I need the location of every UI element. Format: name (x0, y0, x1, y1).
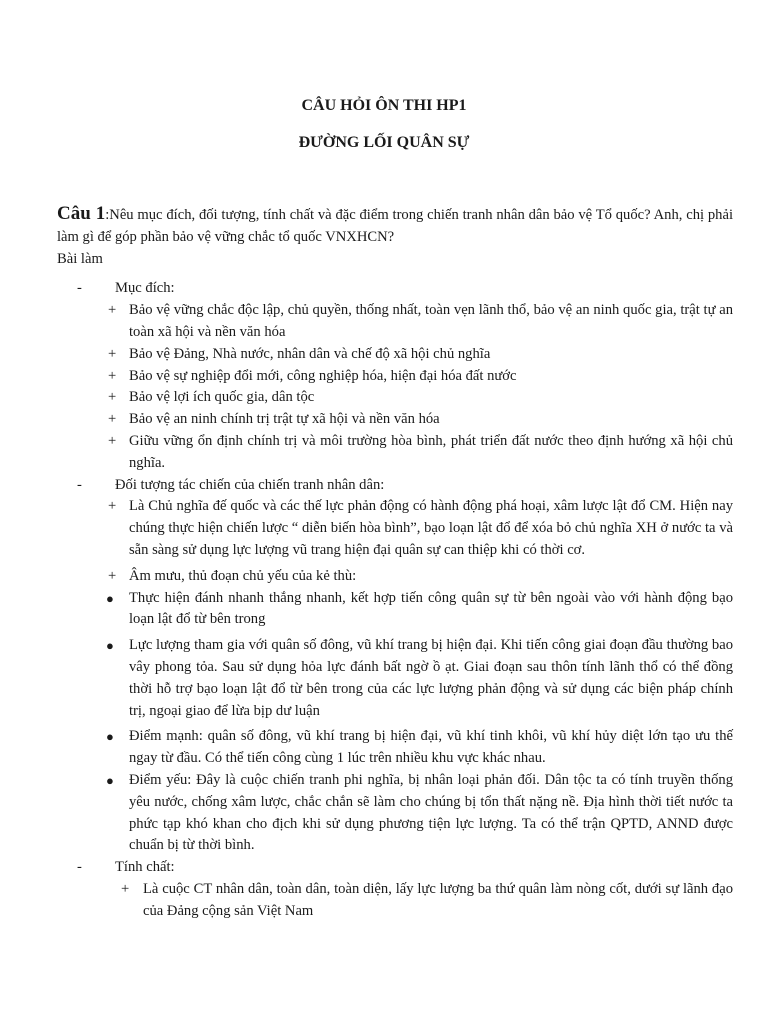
purpose-item-text: Giữu vững ổn định chính trị và môi trường hòa bình, phát triển đất nước theo định hướng xã hội chủ nghĩa. (129, 432, 733, 471)
bullet-marker: ● (106, 772, 114, 788)
plus-marker: + (108, 345, 117, 362)
purpose-item-text: Bảo vệ sự nghiệp đổi mới, công nghiệp hóa, hiện đại hóa đất nước (129, 367, 517, 384)
dash-marker: - (77, 476, 82, 493)
enemy-tactic-text: Thực hiện đánh nhanh thắng nhanh, kết hợp tiến công quân sự từ bên ngoài vào với hành động bạo loạn lật đổ từ bên trong (129, 589, 733, 628)
enemy-tactic-text: Điểm mạnh: quân số đông, vũ khí trang bị hiện đại, vũ khí tinh khôi, vũ khí hủy diệt lớn tạo ưu thế ngay từ đầu. Có thể tiến công cùng 1 lúc trên nhiều khu vực khác nhau. (129, 728, 733, 767)
enemy-tactic-text: Lực lượng tham gia với quân số đông, vũ khí trang bị hiện đại. Khi tiến công giai đoạn đầu thường bao vây phong tỏa. Sau sử dụng hỏa lực đánh bất ngờ ồ ạt. Giai đoạn sau thôn tính lãnh thổ có thể đồng thời hỗ trợ bạo loạn lật đổ từ bên trong của các lực lượng phản động và sử dụng các biện pháp chính trị, ngoại giao để lừa bịp dư luận (129, 637, 733, 719)
section-heading-text: Mục đích: (115, 280, 175, 297)
purpose-item (57, 431, 733, 475)
doc-subtitle: ĐƯỜNG LỐI QUÂN SỰ (298, 134, 470, 151)
answer-label: Bài làm (57, 250, 103, 267)
enemy-tactic-text: Điểm yếu: Đây là cuộc chiến tranh phi nghĩa, bị nhân loại phản đối. Dân tộc ta có tính truyền thống yêu nước, chống xâm lược, chắc chắn sẽ làm cho chúng bị tổn thất nặng nề. Địa hình thời tiết nước ta phức tạp khó khan cho địch khi sử dụng phương tiện lực lượng. Ta có thể trận QPTD, ANND được chuẩn bị từ thời bình. (129, 771, 733, 854)
purpose-item (57, 409, 733, 431)
target-item (57, 496, 733, 561)
plus-marker: + (108, 411, 117, 428)
purpose-item-text: Bảo vệ vững chắc độc lập, chủ quyền, thống nhất, toàn vẹn lãnh thổ, bảo vệ an ninh quốc gia, trật tự an toàn xã hội và nền văn hóa (129, 302, 733, 340)
purpose-item-text: Bảo vệ lợi ích quốc gia, dân tộc (129, 389, 315, 406)
section-heading-text: Đối tượng tác chiến của chiến tranh nhân dân: (115, 476, 385, 493)
plus-marker: + (108, 389, 117, 406)
section-nature-heading (57, 857, 733, 879)
nature-item-text: Là cuộc CT nhân dân, toàn dân, toàn diện, lấy lực lượng ba thứ quân làm nòng cốt, dưới sự lãnh đạo của Đảng cộng sản Việt Nam (143, 880, 733, 919)
question-1 (57, 203, 733, 249)
bullet-marker: ● (106, 638, 114, 654)
question-text: :Nêu mục đích, đối tượng, tính chất và đặc điểm trong chiến tranh nhân dân bảo vệ Tổ quốc? Anh, chị phải làm gì để góp phần bảo vệ vững chắc tổ quốc VNXHCN? (57, 207, 733, 245)
plus-marker: + (121, 880, 130, 897)
nature-item (57, 879, 733, 923)
enemy-tactic-item (57, 770, 733, 857)
purpose-item-text: Bảo vệ Đảng, Nhà nước, nhân dân và chế độ xã hội chủ nghĩa (129, 345, 491, 362)
target-item (57, 566, 733, 588)
section-target-heading (57, 475, 733, 497)
purpose-item (57, 300, 733, 344)
plus-marker: + (108, 567, 117, 584)
dash-marker: - (77, 280, 82, 297)
plus-marker: + (108, 432, 117, 449)
enemy-tactic-item (57, 726, 733, 770)
doc-content (57, 203, 733, 923)
section-heading-text: Tính chất: (115, 859, 175, 876)
target-item-text: Là Chủ nghĩa đế quốc và các thế lực phản động có hành động phá hoại, xâm lược lật đổ CM. Hiện nay chúng thực hiện chiến lược “ diễn biến hòa bình”, bạo loạn lật đổ để xóa bỏ chủ nghĩa XH ở nước ta và sẵn sàng sử dụng lực lượng vũ trang hiện đại quân sự can thiệp khi có thời cơ. (129, 498, 733, 558)
purpose-item (57, 387, 733, 409)
plus-marker: + (108, 302, 117, 319)
target-item-text: Âm mưu, thủ đoạn chủ yếu của kẻ thù: (129, 567, 357, 584)
bullet-marker: ● (106, 729, 114, 745)
enemy-tactic-item (57, 588, 733, 632)
purpose-item-text: Bảo vệ an ninh chính trị trật tự xã hội và nền văn hóa (129, 411, 440, 428)
bullet-marker: ● (106, 590, 114, 606)
enemy-tactic-item (57, 635, 733, 722)
plus-marker: + (108, 367, 117, 384)
doc-title: CÂU HỎI ÔN THI HP1 (301, 97, 467, 114)
dash-marker: - (77, 859, 82, 876)
purpose-item (57, 366, 733, 388)
question-number: Câu 1 (57, 203, 106, 224)
section-purpose-heading (57, 278, 733, 300)
purpose-item (57, 344, 733, 366)
plus-marker: + (108, 498, 117, 515)
